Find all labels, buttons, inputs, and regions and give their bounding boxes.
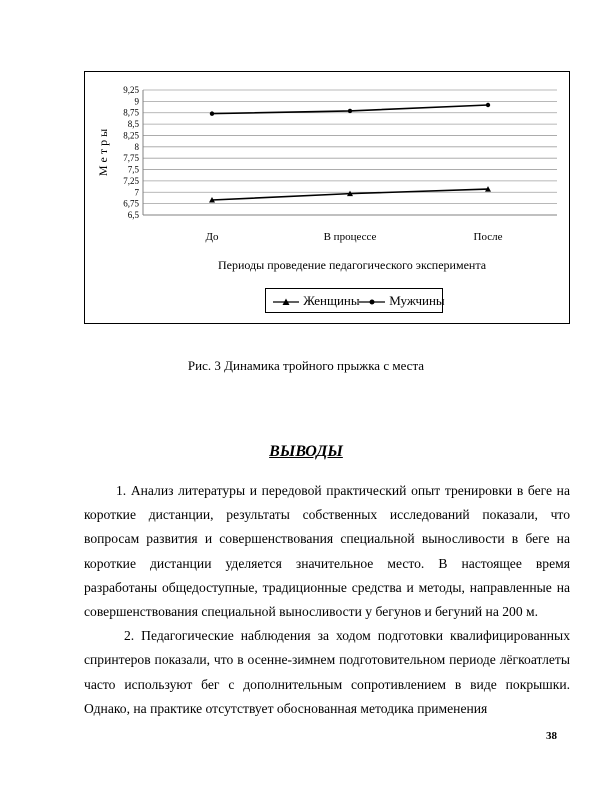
y-tick-label: 6,75 bbox=[123, 198, 139, 209]
y-axis-title: М е т р ы bbox=[96, 128, 110, 177]
data-point-dot bbox=[210, 111, 214, 115]
y-tick-label: 8 bbox=[134, 141, 139, 152]
y-tick-label: 9,25 bbox=[123, 85, 139, 95]
legend-label-men: Мужчины bbox=[389, 293, 445, 308]
y-tick-label: 8,5 bbox=[127, 119, 139, 130]
legend-dot-marker-icon bbox=[358, 297, 386, 307]
y-tick-label: 7 bbox=[134, 187, 139, 198]
x-tick-label: В процессе bbox=[323, 231, 377, 243]
y-tick-label: 7,75 bbox=[123, 153, 139, 164]
paragraph-2: 2. Педагогические наблюдения за ходом подготовки квалифицированных спринтеров показали, что в осенне-зимнем подготовительном периоде лёгкоатлеты часто используют бег с дополнительным сопротивлением в виде покрышки. Однако, на практике отсутствует обоснованная методика применения bbox=[84, 628, 570, 716]
y-tick-label: 9 bbox=[134, 96, 139, 107]
y-tick-label: 6,5 bbox=[127, 210, 139, 220]
figure-frame bbox=[84, 71, 570, 324]
x-tick-label: До bbox=[205, 231, 219, 243]
y-tick-label: 7,25 bbox=[123, 175, 139, 186]
y-tick-label: 8,25 bbox=[123, 130, 139, 141]
legend-item-women bbox=[272, 293, 360, 309]
legend-item-men bbox=[358, 293, 445, 309]
section-heading: ВЫВОДЫ bbox=[269, 443, 343, 460]
y-tick-label: 8,75 bbox=[123, 107, 139, 118]
figure-caption: Рис. 3 Динамика тройного прыжка с места bbox=[187, 358, 425, 373]
legend-label-women: Женщины bbox=[303, 293, 360, 308]
data-point-dot bbox=[348, 109, 352, 113]
legend-triangle-marker-icon bbox=[272, 297, 300, 307]
y-tick-label: 7,5 bbox=[127, 164, 139, 175]
body-text bbox=[84, 479, 570, 721]
page-number: 38 bbox=[546, 730, 557, 742]
x-tick-label: После bbox=[473, 231, 503, 243]
data-point-dot bbox=[486, 103, 490, 107]
paragraph-1: 1. Анализ литературы и передовой практический опыт тренировки в беге на короткие дистанции, результаты собственных исследований показали, что вопросам развития и совершенствования специальной выносливости в беге на короткие дистанции уделяется значительное место. В настоящее время разработаны общедоступные, традиционные средства и методы, направленные на совершенствования специальной выносливости у бегунов и бегуний на 200 м. bbox=[84, 483, 570, 620]
x-axis-title: Периоды проведение педагогического эксперимента bbox=[217, 258, 487, 272]
chart-legend bbox=[265, 288, 443, 313]
